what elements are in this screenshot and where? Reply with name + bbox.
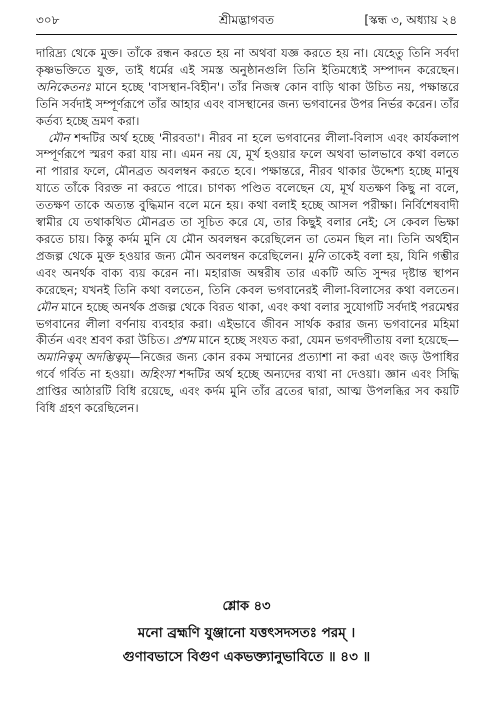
- sanskrit-term: অহিংসা: [139, 367, 175, 382]
- sanskrit-term: মৌন: [48, 130, 70, 145]
- text-run: মানে হচ্ছে 'বাসস্থান-বিহীন'। তাঁর নিজস্ব কোন বাড়ি থাকা উচিত নয়, পক্ষান্তরে তিনি সর্বদাই সম্পূর্ণরূপে তাঁর আহার এবং বাসস্থানের জন্য ভগবানের উপর নির্ভর করেন। তাঁর কর্তব্য হচ্ছে ভ্রমণ করা।: [36, 79, 459, 128]
- text-run: মানে হচ্ছে অনর্থক প্রজল্প থেকে বিরত থাকা, এবং কথা বলার সুযোগটি সর্বদাই পরমেশ্বর ভগবানের লীলা বর্ণনায় ব্যবহার করা। এইভাবে জীবন সার্থক করার জন্য ভগবানের মহিমা কীর্তন এবং শ্রবণ করা উচিত।: [36, 299, 459, 348]
- text-run: মানে হচ্ছে সংযত করা, যেমন ভগবদ্গীতায় বলা হয়েছে—: [195, 333, 459, 348]
- verse-line-1: মনো ব্রহ্মণি যুঞ্জানো যত্তৎসদসতঃ পরম্ ।: [137, 625, 356, 641]
- page-number: ৩০৮: [36, 13, 60, 27]
- header-divider: [36, 34, 457, 35]
- text-run: তাকেই বলা হয়, যিনি গম্ভীর এবং অনর্থক বাক্য ব্যয় করেন না। মহারাজ অম্বরীষ তার একটি অতি সুন্দর দৃষ্টান্ত স্থাপন করেছেন; যখনই তিনি কথা বলতেন, তিনি কেবল ভগবানেরই লীলা-বিলাসের কথা বলতেন।: [36, 248, 459, 297]
- page-header: [36, 12, 457, 34]
- sanskrit-term: মুনি: [307, 248, 325, 263]
- sanskrit-term: অমানিত্বম্ অদম্ভিত্বম্: [36, 350, 129, 365]
- text-run: —নিজের জন্য কোন রকম সম্মানের প্রত্যাশা না করা এবং জড় উপাধির গর্বে গর্বিত না হওয়া।: [36, 350, 460, 382]
- book-title: শ্রীমদ্ভাগবত: [218, 13, 274, 27]
- purport-paragraph-2: [36, 130, 459, 417]
- chapter-reference: [স্কন্ধ ৩, অধ্যায় ২৪: [364, 13, 457, 27]
- sanskrit-term: মৌন: [36, 299, 58, 314]
- purport-paragraph-1: [36, 45, 459, 130]
- text-run: শব্দটির অর্থ হচ্ছে 'নীরবতা'। নীরব না হলে ভগবানের লীলা-বিলাস এবং কার্যকলাপ সম্পূর্ণরূপে স্মরণ করা যায় না। এমন নয় যে, মূর্খ হওয়ার ফলে অথবা ভালভাবে কথা বলতে না পারার ফলে, মৌনব্রত অবলম্বন করতে হবে। পক্ষান্তরে, নীরব থাকার উদ্দেশ্য হচ্ছে মানুষ যাতে তাঁকে বিরক্ত না করতে পারে। চাণক্য পণ্ডিত বলেছেন যে, মূর্খ যতক্ষণ কিছু না বলে, ততক্ষণ তাকে অত্যন্ত বুদ্ধিমান বলে মনে হয়। কথা বলাই হচ্ছে আসল পরীক্ষা। নির্বিশেষবাদী স্বামীর যে তথাকথিত মৌনব্রত তা সূচিত করে যে, তার কিছুই বলার নেই; সে কেবল ভিক্ষা করতে চায়। কিন্তু কর্দম মুনি যে মৌন অবলম্বন করেছিলেন তা তেমন ছিল না। তিনি অর্থহীন প্রজল্প থেকে মুক্ত হওয়ার জন্য মৌন অবলম্বন করেছিলেন।: [36, 130, 459, 263]
- verse-line-2: গুণাবভাসে বিগুণ একভক্ত্যানুভাবিতে ॥ ৪৩ ॥: [122, 649, 371, 665]
- sanskrit-term: প্রশম: [173, 333, 196, 348]
- text-run: দারিদ্র্য থেকে মুক্ত। তাঁকে রন্ধন করতে হয় না অথবা যজ্ঞ করতে হয় না। যেহেতু তিনি সর্বদা কৃষ্ণভক্তিতে যুক্ত, তাই ধর্মের এই সমস্ত অনুষ্ঠানগুলি তিনি ইতিমধ্যেই সম্পাদন করেছেন।: [36, 46, 459, 77]
- text-run: শব্দটির অর্থ হচ্ছে অন্যদের ব্যথা না দেওয়া। জ্ঞান এবং সিদ্ধি প্রাপ্তির আঠারটি বিধি রয়েছে, এবং কর্দম মুনি তাঁর ব্রতের দ্বারা, আত্ম উপলব্ধির সব কয়টি বিধি গ্রহণ করেছিলেন।: [36, 367, 459, 416]
- verse-label: শ্লোক ৪৩: [222, 599, 271, 614]
- purport-text: [36, 45, 459, 417]
- sanskrit-term: অনিকেতনঃ: [36, 79, 91, 94]
